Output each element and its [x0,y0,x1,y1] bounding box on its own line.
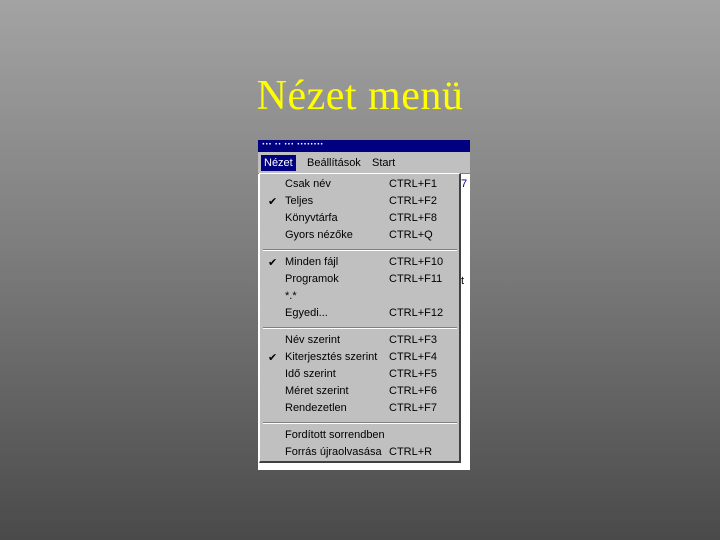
menu-item[interactable] [260,194,460,211]
menu-item-label: Minden fájl [285,256,339,268]
menu-start[interactable]: Start [372,157,396,169]
menu-item-label: *.* [285,290,297,302]
menu-item-shortcut: CTRL+F11 [389,273,443,285]
menu-nezet[interactable]: Nézet [261,155,296,171]
menu-item[interactable] [260,228,460,245]
background-peek-middle: t [461,275,465,287]
window-titlebar [258,140,470,152]
menu-item-label: Fordított sorrendben [285,429,385,441]
checkmark-icon: ✔ [268,352,278,364]
menu-item[interactable] [260,384,460,401]
menu-item-label: Csak név [285,178,331,190]
menu-item[interactable] [260,272,460,289]
menu-item-shortcut: CTRL+F7 [389,402,437,414]
menu-item[interactable] [260,367,460,384]
slide-title: Nézet menü [256,73,464,119]
menu-beallitasok[interactable]: Beállítások [307,157,361,169]
menu-item-shortcut: CTRL+F3 [389,334,437,346]
view-dropdown-menu [259,173,461,463]
menu-item-shortcut: CTRL+F5 [389,368,437,380]
menu-item-label: Gyors nézőke [285,229,353,241]
menu-item-label: Méret szerint [285,385,349,397]
menu-item[interactable] [260,211,460,228]
menu-item-label: Idő szerint [285,368,336,380]
menu-item[interactable] [260,445,460,462]
menu-item[interactable] [260,306,460,323]
menu-item[interactable] [260,177,460,194]
menu-item-label: Forrás újraolvasása [285,446,382,458]
menu-item[interactable] [260,350,460,367]
menu-item[interactable] [260,401,460,418]
menu-item-label: Rendezetlen [285,402,347,414]
menu-screenshot [258,140,470,470]
menu-item[interactable] [260,428,460,445]
menu-item[interactable] [260,255,460,272]
menu-item[interactable] [260,289,460,306]
menu-item-label: Kiterjesztés szerint [285,351,378,363]
menu-item-shortcut: CTRL+Q [389,229,433,241]
menu-item-label: Programok [285,273,339,285]
menu-item-label: Teljes [285,195,314,207]
menu-separator [263,249,457,251]
window-title: ··· ·· ··· ········ [262,140,324,150]
menu-item-shortcut: CTRL+F6 [389,385,437,397]
menu-separator [263,422,457,424]
checkmark-icon: ✔ [268,257,278,269]
menu-item-label: Egyedi... [285,307,328,319]
menu-item-shortcut: CTRL+R [389,446,433,458]
menu-item-shortcut: CTRL+F4 [389,351,437,363]
checkmark-icon: ✔ [268,196,278,208]
menu-item-shortcut: CTRL+F2 [389,195,437,207]
background-peek-top: 7 [461,178,468,190]
menu-item-shortcut: CTRL+F8 [389,212,437,224]
menu-item-shortcut: CTRL+F10 [389,256,444,268]
menu-bar [258,152,470,174]
menu-item-label: Könyvtárfa [285,212,338,224]
menu-item-shortcut: CTRL+F1 [389,178,437,190]
menu-item-shortcut: CTRL+F12 [389,307,444,319]
menu-item[interactable] [260,333,460,350]
menu-item-label: Név szerint [285,334,341,346]
menu-separator [263,327,457,329]
